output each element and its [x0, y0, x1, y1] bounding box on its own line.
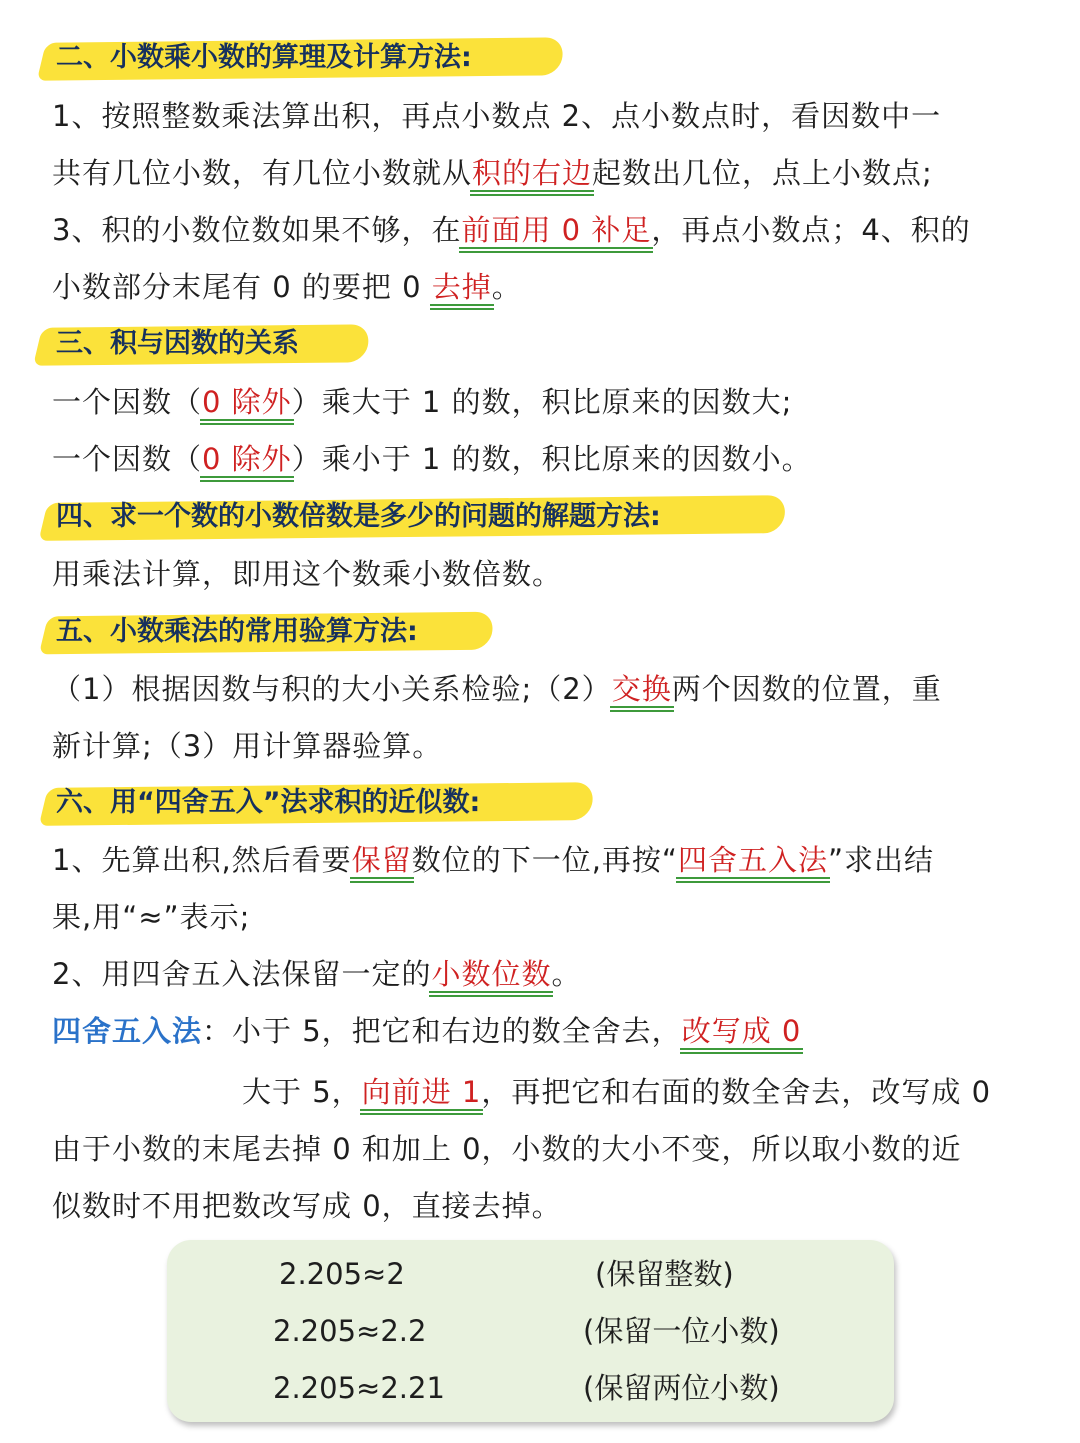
text: ：小于 5，把它和右边的数全舍去，: [202, 1014, 682, 1048]
highlight-text: 去掉: [432, 267, 492, 307]
section2-heading: [52, 38, 472, 78]
note-line1: 由于小数的末尾去掉 0 和加上 0，小数的大小不变，所以取小数的近: [52, 1132, 962, 1166]
text: 3、积的小数位数如果不够，在: [52, 213, 462, 247]
text: ”求出结: [827, 843, 934, 877]
section6-heading-text: 六、用“四舍五入”法求积的近似数:: [56, 787, 481, 818]
text: ，再把它和右面的数全舍去，改写成 0: [481, 1075, 992, 1109]
section4-heading: [52, 497, 661, 537]
text: 数位的下一位,再按“: [411, 843, 678, 877]
highlight-text: 0 除外: [202, 382, 292, 422]
text: 2、用四舍五入法保留一定的: [52, 957, 432, 991]
section3-heading: [52, 324, 299, 364]
example-expr: 2.205≈2: [279, 1257, 405, 1291]
section6-line1: [52, 840, 934, 880]
section2-line1: 1、按照整数乘法算出积，再点小数点 2、点小数点时，看因数中一: [52, 99, 942, 133]
section2-line4: [52, 267, 522, 307]
example-desc: (保留两位小数): [583, 1371, 780, 1405]
highlight-text: 积的右边: [472, 153, 592, 193]
example-desc: (保留一位小数): [583, 1314, 780, 1348]
text: 1、先算出积,然后看要: [52, 843, 352, 877]
text: 一个因数（: [52, 442, 203, 476]
section3-line1: [52, 382, 792, 422]
example-desc: (保留整数): [595, 1257, 734, 1291]
highlight-text: 小数位数: [431, 954, 551, 994]
section3-heading-text: 三、积与因数的关系: [56, 328, 299, 359]
highlight-text: 四舍五入法: [678, 840, 828, 880]
section2-line2: [52, 153, 933, 193]
highlight-text: 保留: [352, 840, 412, 880]
section2-heading-text: 二、小数乘小数的算理及计算方法:: [56, 42, 472, 73]
text: 两个因数的位置，重: [671, 672, 942, 706]
text: 小数部分末尾有 0 的要把 0: [52, 270, 432, 304]
section5-heading-text: 五、小数乘法的常用验算方法:: [56, 616, 418, 647]
highlight-text: 0 除外: [202, 439, 292, 479]
text: 大于 5，: [242, 1075, 362, 1109]
text: （1）根据因数与积的大小关系检验;（2）: [52, 672, 612, 706]
section5-heading: [52, 612, 418, 652]
text: 。: [491, 270, 522, 304]
text: ）乘大于 1 的数，积比原来的因数大;: [291, 385, 793, 419]
text: 。: [551, 957, 582, 991]
example-expr: 2.205≈2.2: [273, 1314, 427, 1348]
section6-heading: [52, 783, 480, 823]
section5-line2: 新计算;（3）用计算器验算。: [52, 729, 443, 763]
section4-heading-text: 四、求一个数的小数倍数是多少的问题的解题方法:: [56, 501, 661, 532]
example-expr: 2.205≈2.21: [273, 1371, 445, 1405]
section6-line2: 果,用“≈”表示;: [52, 900, 251, 934]
rounding-rule-line1: [52, 1011, 801, 1051]
highlight-text: 向前进 1: [362, 1072, 482, 1112]
highlight-text: 改写成 0: [682, 1011, 802, 1051]
section3-line2: [52, 439, 812, 479]
text: 起数出几位，点上小数点;: [592, 156, 933, 190]
section6-line3: [52, 954, 581, 994]
text: ）乘小于 1 的数，积比原来的因数小。: [291, 442, 812, 476]
text: 共有几位小数，有几位小数就从: [52, 156, 473, 190]
note-line2: 似数时不用把数改写成 0，直接去掉。: [52, 1189, 562, 1223]
highlight-text: 前面用 0 补足: [461, 210, 651, 250]
text: 一个因数（: [52, 385, 203, 419]
rounding-rule-line2: [242, 1072, 991, 1112]
section4-line1: 用乘法计算，即用这个数乘小数倍数。: [52, 557, 563, 591]
rule-label: 四舍五入法: [52, 1014, 203, 1048]
highlight-text: 交换: [612, 669, 672, 709]
text: ，再点小数点；4、积的: [651, 213, 971, 247]
section5-line1: [52, 669, 942, 709]
section2-line3: [52, 210, 971, 250]
examples-box: [167, 1240, 894, 1422]
